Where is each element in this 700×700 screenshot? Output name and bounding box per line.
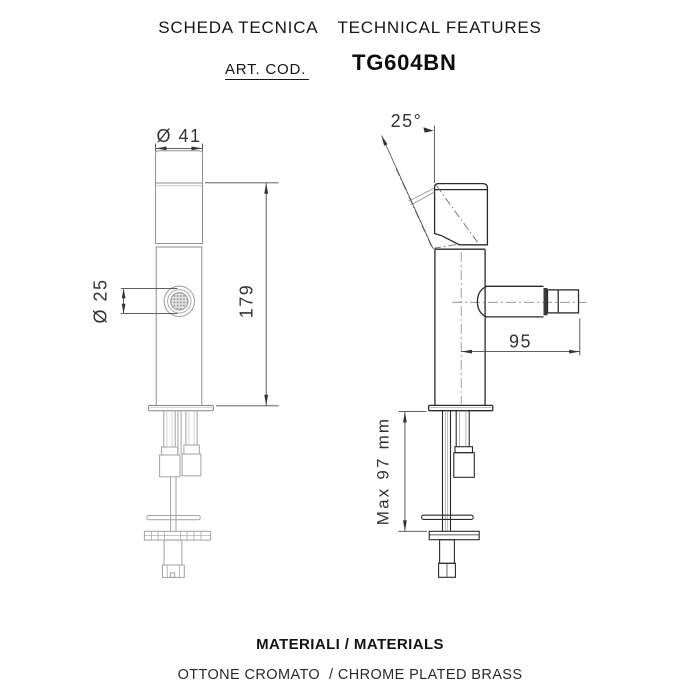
front-view — [144, 151, 213, 578]
side-base-plate — [429, 405, 493, 410]
side-under-counter — [422, 411, 480, 578]
side-spout — [477, 286, 578, 317]
side-handle — [435, 184, 488, 245]
front-cap — [156, 151, 203, 183]
aerator — [164, 286, 194, 316]
dim-label-aerator-diameter: Ø 25 — [90, 278, 111, 324]
front-body — [156, 247, 202, 406]
front-grip — [156, 183, 203, 244]
side-view-dimensions — [382, 126, 581, 532]
art-code-label: ART. COD. — [225, 61, 309, 80]
front-base-plate — [149, 406, 214, 411]
side-handle-tilted — [396, 169, 481, 249]
dim-label-body-height: 179 — [236, 283, 257, 319]
title-italian: SCHEDA TECNICA — [158, 18, 319, 37]
title-english: TECHNICAL FEATURES — [337, 18, 542, 37]
dim-label-top-diameter: Ø 41 — [156, 126, 202, 146]
dim-label-handle-angle: 25° — [390, 111, 423, 131]
dim-label-max-counter-thickness: Max 97 mm — [373, 416, 393, 526]
front-under-counter — [144, 411, 210, 578]
art-code-value: TG604BN — [352, 50, 457, 75]
materials-title: MATERIALI / MATERIALS — [256, 636, 444, 653]
dim-label-spout-depth: 95 — [508, 331, 533, 352]
materials-value: OTTONE CROMATO / CHROME PLATED BRASS — [177, 667, 523, 683]
